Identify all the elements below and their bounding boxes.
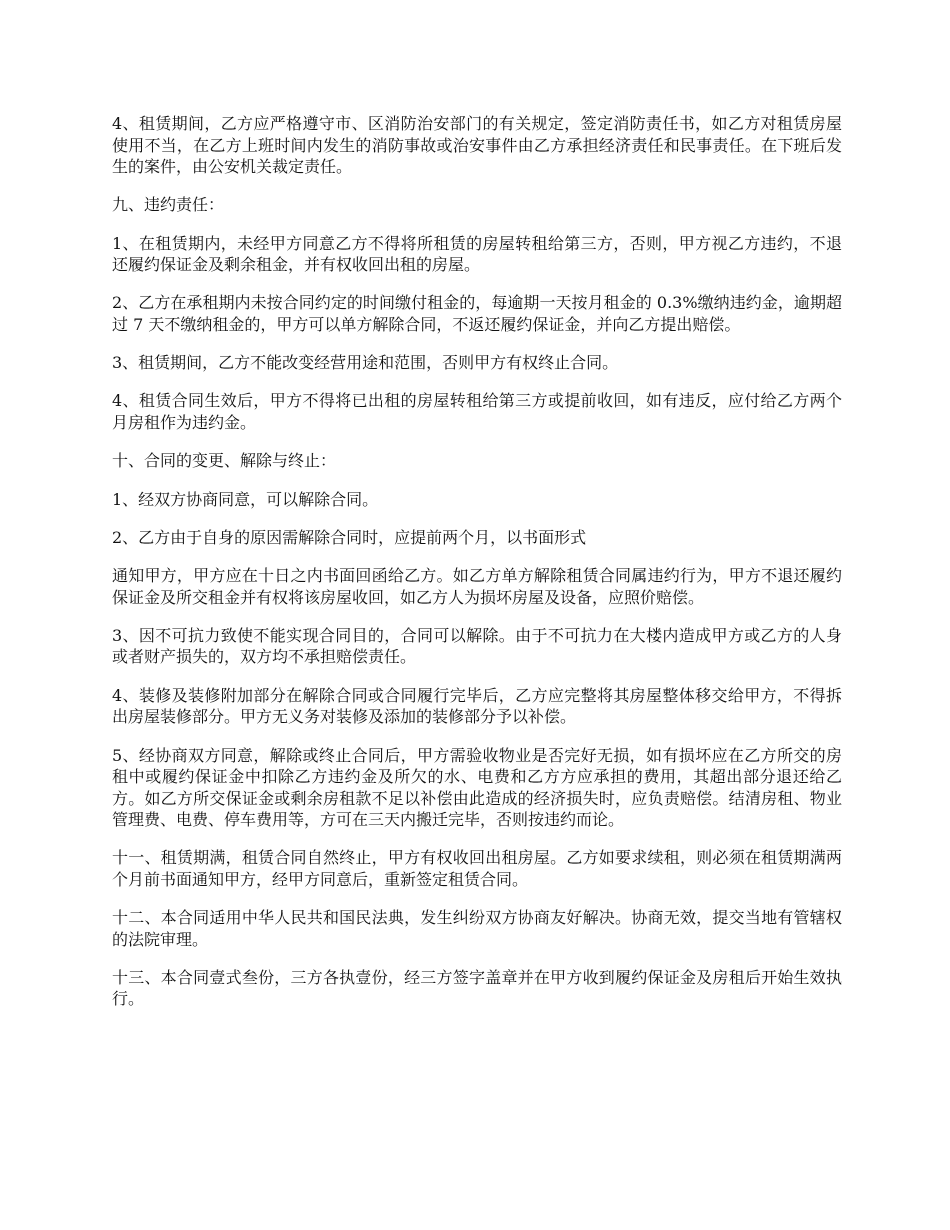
clause-fire-safety: 4、租赁期间，乙方应严格遵守市、区消防治安部门的有关规定，签定消防责任书，如乙方对租赁房屋使用不当，在乙方上班时间内发生的消防事故或治安事件由乙方承担经济责任和民事责任。在下班后发生的案件，由公安机关裁定责任。 [112, 114, 842, 176]
clause-lease-expiry: 十一、租赁期满，租赁合同自然终止，甲方有权收回出租房屋。乙方如要求续租，则必须在租赁期满两个月前书面通知甲方，经甲方同意后，重新签定租赁合同。 [112, 848, 842, 889]
section-heading-breach: 九、违约责任： [112, 195, 225, 215]
clause-tenant-termination: 2、乙方由于自身的原因需解除合同时，应提前两个月，以书面形式 [112, 527, 587, 547]
clause-late-payment: 2、乙方在承租期内未按合同约定的时间缴付租金的，每逾期一天按月租金的 0.3%缴纳违约金，逾期超过 7 天不缴纳租金的，甲方可以单方解除合同，不返还履约保证金，并向乙方提出赔偿。 [112, 293, 842, 334]
clause-governing-law: 十二、本合同适用中华人民共和国民法典，发生纠纷双方协商友好解决。协商无效，提交当地有管辖权的法院审理。 [112, 908, 842, 949]
clause-mutual-termination: 1、经双方协商同意，可以解除合同。 [112, 489, 379, 509]
clause-force-majeure: 3、因不可抗力致使不能实现合同目的，合同可以解除。由于不可抗力在大楼内造成甲方或乙方的人身或者财产损失的，双方均不承担赔偿责任。 [112, 625, 842, 667]
document-page [112, 113, 842, 1027]
clause-copies: 十三、本合同壹式叁份，三方各执壹份，经三方签字盖章并在甲方收到履约保证金及房租后开始生效执行。 [112, 967, 842, 1009]
clause-sublet: 1、在租赁期内，未经甲方同意乙方不得将所租赁的房屋转租给第三方，否则，甲方视乙方违约，不退还履约保证金及剩余租金，并有权收回出租的房屋。 [112, 233, 842, 275]
clause-tenant-termination-cont: 通知甲方，甲方应在十日之内书面回函给乙方。如乙方单方解除租赁合同属违约行为，甲方不退还履约保证金及所交租金并有权将该房屋收回，如乙方人为损坏房屋及设备，应照价赔偿。 [112, 566, 842, 607]
clause-landlord-breach: 4、租赁合同生效后，甲方不得将已出租的房屋转租给第三方或提前收回，如有违反，应付给乙方两个月房租作为违约金。 [112, 391, 842, 432]
clause-business-use: 3、租赁期间，乙方不能改变经营用途和范围，否则甲方有权终止合同。 [112, 353, 619, 373]
clause-inspection: 5、经协商双方同意，解除或终止合同后，甲方需验收物业是否完好无损，如有损坏应在乙方所交的房租中或履约保证金中扣除乙方违约金及所欠的水、电费和乙方方应承担的费用，其超出部分退还给乙方。如乙方所交保证金或剩余房租款不足以补偿由此造成的经济损失时，应负责赔偿。结清房租、物业管理费、电费、停车费用等，方可在三天内搬迁完毕，否则按违约而论。 [112, 745, 842, 830]
clause-renovation: 4、装修及装修附加部分在解除合同或合同履行完毕后，乙方应完整将其房屋整体移交给甲方，不得拆出房屋装修部分。甲方无义务对装修及添加的装修部分予以补偿。 [112, 685, 842, 727]
section-heading-termination: 十、合同的变更、解除与终止： [112, 451, 337, 471]
